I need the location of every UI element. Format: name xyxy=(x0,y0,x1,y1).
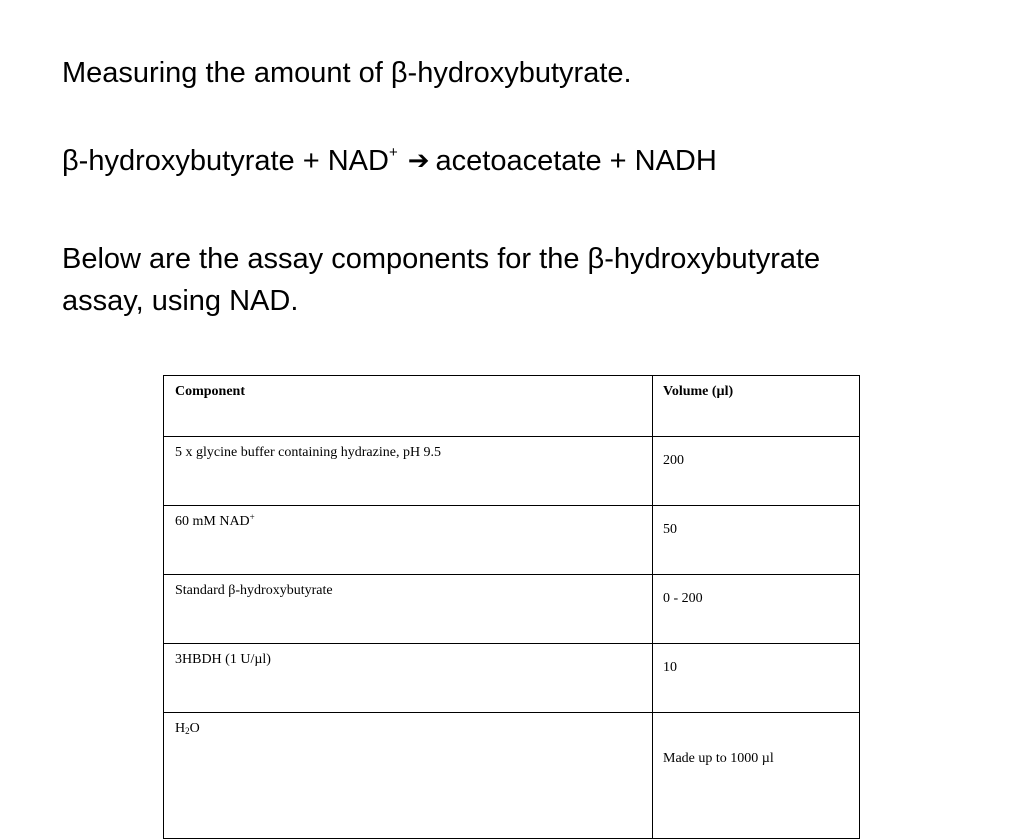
table-row xyxy=(164,575,860,644)
reaction-equation xyxy=(62,140,717,182)
table-row xyxy=(164,644,860,713)
cell-component-pre: H xyxy=(175,721,186,736)
cell-component: 5 x glycine buffer containing hydrazine, pH 9.5 xyxy=(164,437,653,506)
cell-component-text: 60 mM NAD xyxy=(175,514,250,529)
table-row xyxy=(164,437,860,506)
column-header-volume: Volume (µl) xyxy=(653,376,860,437)
cell-volume: 50 xyxy=(653,506,860,575)
slide-heading: Measuring the amount of β-hydroxybutyrate. xyxy=(62,57,632,89)
table-header-row xyxy=(164,376,860,437)
description-line-2: assay, using NAD. xyxy=(62,285,299,317)
cell-volume: 0 - 200 xyxy=(653,575,860,644)
cell-component-subscript: 2 xyxy=(185,726,190,736)
description-line-1: Below are the assay components for the β-hydroxybutyrate xyxy=(62,243,821,275)
column-header-component: Component xyxy=(164,376,653,437)
cell-volume: Made up to 1000 µl xyxy=(653,713,860,839)
cell-component xyxy=(164,713,653,839)
cell-component: 3HBDH (1 U/µl) xyxy=(164,644,653,713)
cell-component: Standard β-hydroxybutyrate xyxy=(164,575,653,644)
table-row xyxy=(164,506,860,575)
reaction-left: β-hydroxybutyrate + NAD xyxy=(62,145,389,177)
cell-component-post: O xyxy=(189,721,200,736)
cell-volume: 10 xyxy=(653,644,860,713)
table-row xyxy=(164,713,860,839)
reaction-left-superscript: + xyxy=(388,144,398,161)
reaction-right: acetoacetate + NADH xyxy=(435,145,717,177)
right-arrow-icon: ➔ xyxy=(407,145,430,175)
assay-components-table xyxy=(163,375,860,839)
cell-component-superscript: + xyxy=(249,512,255,522)
cell-volume: 200 xyxy=(653,437,860,506)
cell-component xyxy=(164,506,653,575)
